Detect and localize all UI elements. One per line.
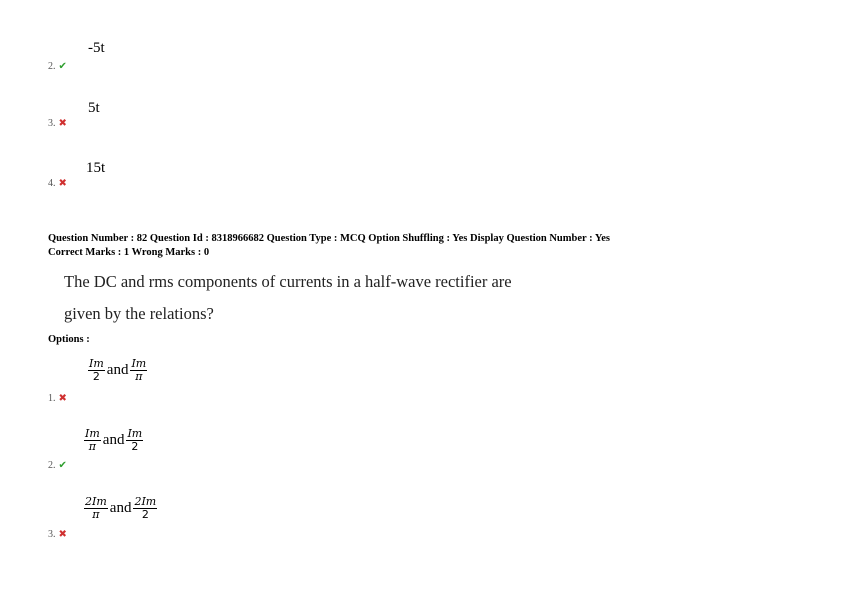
option-2-right-fraction bbox=[126, 428, 143, 453]
prev-option-2-value: -5t bbox=[88, 40, 105, 56]
fraction-denominator: 2 bbox=[92, 370, 100, 383]
prev-option-4-number bbox=[48, 178, 67, 189]
fraction-numerator: Im bbox=[131, 357, 147, 370]
option-3-expression bbox=[84, 496, 157, 521]
option-3-joiner: and bbox=[109, 500, 132, 516]
check-icon: ✔ bbox=[58, 460, 67, 471]
fraction-denominator: π bbox=[88, 440, 96, 453]
prev-option-4-value: 15t bbox=[86, 160, 106, 176]
option-2-expression bbox=[84, 428, 143, 453]
cross-icon: ✖ bbox=[58, 393, 67, 404]
option-1-right-fraction bbox=[130, 358, 147, 383]
fraction-numerator: 2Im bbox=[85, 495, 107, 508]
prev-option-3-label: 3. bbox=[48, 118, 56, 129]
prev-option-3-value: 5t bbox=[88, 100, 100, 116]
fraction-denominator: 2 bbox=[131, 440, 139, 453]
question-meta-line2: Correct Marks : 1 Wrong Marks : 0 bbox=[48, 247, 210, 258]
question-meta bbox=[48, 232, 610, 260]
cross-icon: ✖ bbox=[58, 529, 67, 540]
fraction-denominator: π bbox=[92, 508, 100, 521]
prev-option-2-number bbox=[48, 61, 67, 72]
question-text-line1: The DC and rms components of currents in a half-wave rectifier are bbox=[64, 272, 512, 291]
option-1-number bbox=[48, 393, 67, 404]
option-3-label: 3. bbox=[48, 529, 56, 540]
option-2-label: 2. bbox=[48, 460, 56, 471]
option-3-number bbox=[48, 529, 67, 540]
option-3-right-fraction bbox=[133, 496, 157, 521]
fraction-denominator: 2 bbox=[141, 508, 149, 521]
option-2-left-fraction bbox=[84, 428, 101, 453]
fraction-denominator: π bbox=[135, 370, 143, 383]
fraction-numerator: Im bbox=[89, 357, 104, 370]
option-1-left-fraction bbox=[88, 358, 105, 383]
cross-icon: ✖ bbox=[58, 118, 67, 129]
question-meta-line1: Question Number : 82 Question Id : 8318966682 Question Type : MCQ Option Shuffling : Yes Display Question Number : Yes bbox=[48, 233, 611, 244]
option-1-expression bbox=[88, 358, 147, 383]
options-label: Options : bbox=[48, 334, 90, 345]
option-3-left-fraction bbox=[84, 496, 108, 521]
check-icon: ✔ bbox=[58, 61, 67, 72]
fraction-numerator: 2Im bbox=[134, 495, 157, 508]
option-2-joiner: and bbox=[102, 432, 125, 448]
option-1-joiner: and bbox=[106, 362, 129, 378]
cross-icon: ✖ bbox=[58, 178, 67, 189]
prev-option-4-label: 4. bbox=[48, 178, 56, 189]
question-text-line2: given by the relations? bbox=[64, 304, 214, 323]
question-text bbox=[64, 266, 512, 330]
fraction-numerator: Im bbox=[85, 427, 100, 440]
option-1-label: 1. bbox=[48, 393, 56, 404]
option-2-number bbox=[48, 460, 67, 471]
fraction-numerator: Im bbox=[127, 427, 143, 440]
prev-option-2-label: 2. bbox=[48, 61, 56, 72]
prev-option-3-number bbox=[48, 118, 67, 129]
